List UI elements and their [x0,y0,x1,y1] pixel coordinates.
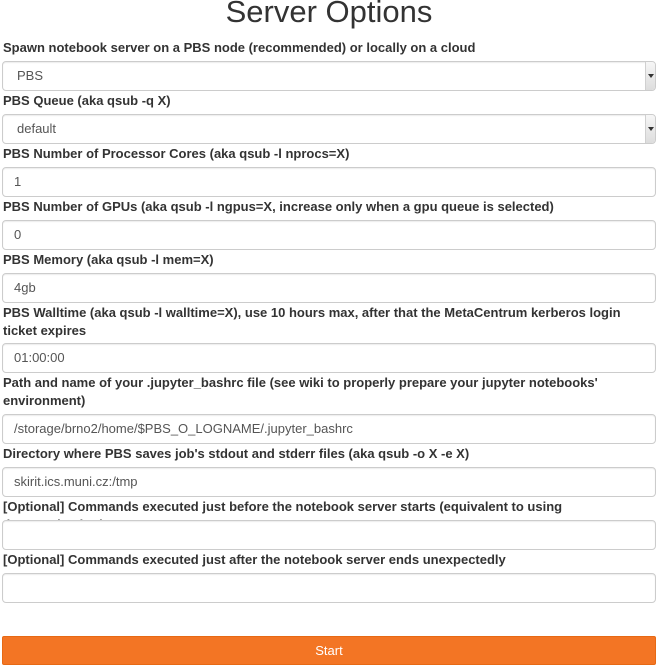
spawn-select-value: PBS [17,68,44,83]
pre-cmd-input[interactable] [2,520,656,550]
pre-cmd-label: [Optional] Commands executed just before the notebook server starts (equivalent to using [3,499,563,514]
gpus-input[interactable] [2,220,656,250]
queue-select-value: default [17,121,57,136]
walltime-label: PBS Walltime (aka qsub -l walltime=X), use 10 hours max, after that the MetaCentrum kerberos login ticket expires [3,305,621,338]
cores-input[interactable] [2,167,656,197]
outdir-label: Directory where PBS saves job's stdout and stderr files (aka qsub -o X -e X) [3,446,470,461]
post-cmd-input[interactable] [2,573,656,603]
bashrc-label: Path and name of your .jupyter_bashrc file (see wiki to properly prepare your jupyter notebooks' environment) [3,375,598,408]
memory-label: PBS Memory (aka qsub -l mem=X) [3,252,214,267]
walltime-input[interactable] [2,343,656,373]
post-cmd-label: [Optional] Commands executed just after the notebook server ends unexpectedly [3,552,506,567]
memory-input-value: 4gb [14,280,36,295]
bashrc-input-value: /storage/brno2/home/$PBS_O_LOGNAME/.jupyter_bashrc [14,421,353,436]
cores-input-value: 1 [14,174,22,189]
memory-input[interactable] [2,273,656,303]
gpus-label: PBS Number of GPUs (aka qsub -l ngpus=X, increase only when a gpu queue is selected) [3,199,554,214]
spawn-label: Spawn notebook server on a PBS node (recommended) or locally on a cloud [3,40,476,55]
walltime-input-value: 01:00:00 [14,350,65,365]
outdir-input-value: skirit.ics.muni.cz:/tmp [14,474,138,489]
gpus-input-value: 0 [14,227,22,242]
chevron-down-icon[interactable] [645,115,655,143]
page-title: Server Options [225,0,433,29]
queue-select[interactable] [2,114,656,144]
chevron-down-icon[interactable] [645,62,655,90]
spawn-select[interactable] [2,61,656,91]
start-button[interactable]: Start [2,636,656,665]
bashrc-input[interactable] [2,414,656,444]
outdir-input[interactable] [2,467,656,497]
queue-label: PBS Queue (aka qsub -q X) [3,93,171,108]
cores-label: PBS Number of Processor Cores (aka qsub -l nprocs=X) [3,146,350,161]
